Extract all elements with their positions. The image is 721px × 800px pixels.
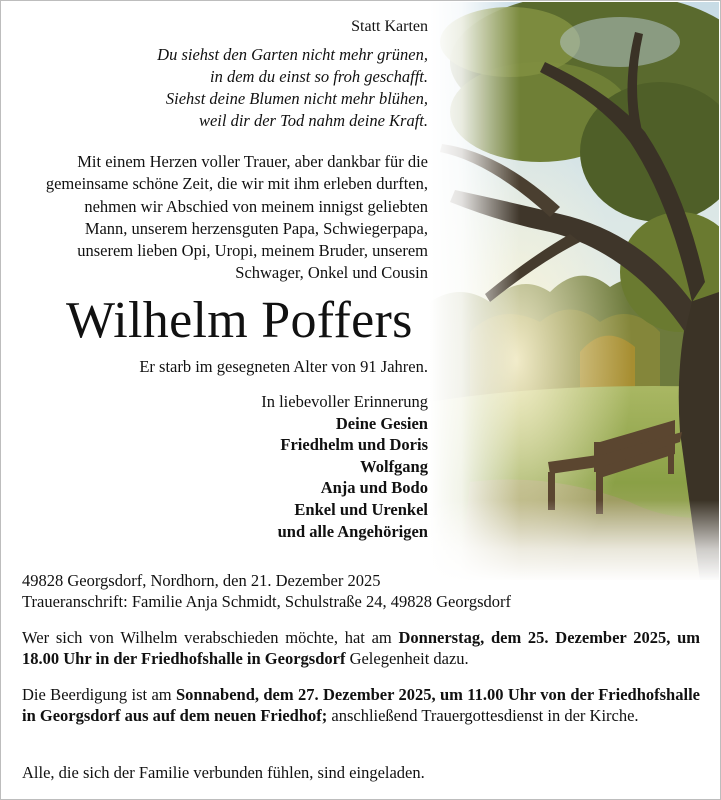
mourners-list xyxy=(261,391,428,542)
mourner-name: Deine Gesien xyxy=(335,413,428,433)
intro-line: unserem lieben Opi, Uropi, meinem Bruder, unserem xyxy=(77,241,428,261)
farewell-pre: Wer sich von Wilhelm verabschieden möchte, hat am xyxy=(22,628,399,647)
mourner-name: Enkel und Urenkel xyxy=(294,499,428,519)
funeral-paragraph xyxy=(22,684,700,726)
poem-line: Du siehst den Garten nicht mehr grünen, xyxy=(157,45,428,64)
poem-line: in dem du einst so froh geschafft. xyxy=(210,67,428,86)
photo-fade-left xyxy=(430,2,520,580)
poem-line: weil dir der Tod nahm deine Kraft. xyxy=(198,111,428,130)
funeral-date: Sonnabend, dem 27. Dezember 2025, um 11.00 Uhr von der Friedhofshalle in Georgsdorf aus auf dem neuen Friedhof; xyxy=(22,685,700,725)
intro-line: gemeinsame schöne Zeit, die wir mit ihm erleben durften, xyxy=(45,174,428,194)
mourners-intro: In liebevoller Erinnerung xyxy=(261,392,428,411)
place-and-address xyxy=(22,570,700,612)
mourner-name: Wolfgang xyxy=(360,456,428,476)
intro-line: nehmen wir Abschied von meinem innigst geliebten xyxy=(84,196,428,216)
intro-line: Schwager, Onkel und Cousin xyxy=(235,263,428,283)
place-date: 49828 Georgsdorf, Nordhorn, den 21. Dezember 2025 xyxy=(22,571,381,590)
mourner-name: und alle Angehörigen xyxy=(277,521,428,541)
intro-line: Mit einem Herzen voller Trauer, aber dankbar für die xyxy=(77,152,428,171)
funeral-post: anschließend Trauergottesdienst in der Kirche. xyxy=(327,706,639,725)
mourner-name: Anja und Bodo xyxy=(320,478,428,498)
mourner-name: Friedhelm und Doris xyxy=(280,435,428,455)
deceased-name: Wilhelm Poffers xyxy=(66,292,413,349)
intro-text xyxy=(46,151,428,285)
mourning-address: Traueranschrift: Familie Anja Schmidt, Schulstraße 24, 49828 Georgsdorf xyxy=(22,592,511,611)
intro-line: Mann, unserem herzensguten Papa, Schwiegerpapa, xyxy=(84,218,428,238)
statt-karten: Statt Karten xyxy=(351,18,428,35)
farewell-post: Gelegenheit dazu. xyxy=(345,649,469,668)
age-line: Er starb im gesegneten Alter von 91 Jahren. xyxy=(139,357,428,376)
farewell-paragraph xyxy=(22,627,700,669)
poem xyxy=(157,44,428,132)
poem-line: Siehst deine Blumen nicht mehr blühen, xyxy=(165,89,428,108)
funeral-pre: Die Beerdigung ist am xyxy=(22,685,176,704)
farewell-date: Donnerstag, dem 25. Dezember 2025, um 18.00 Uhr in der Friedhofshalle in Georgsdorf xyxy=(22,628,700,668)
invitation-line: Alle, die sich der Familie verbunden fühlen, sind eingeladen. xyxy=(22,763,425,782)
